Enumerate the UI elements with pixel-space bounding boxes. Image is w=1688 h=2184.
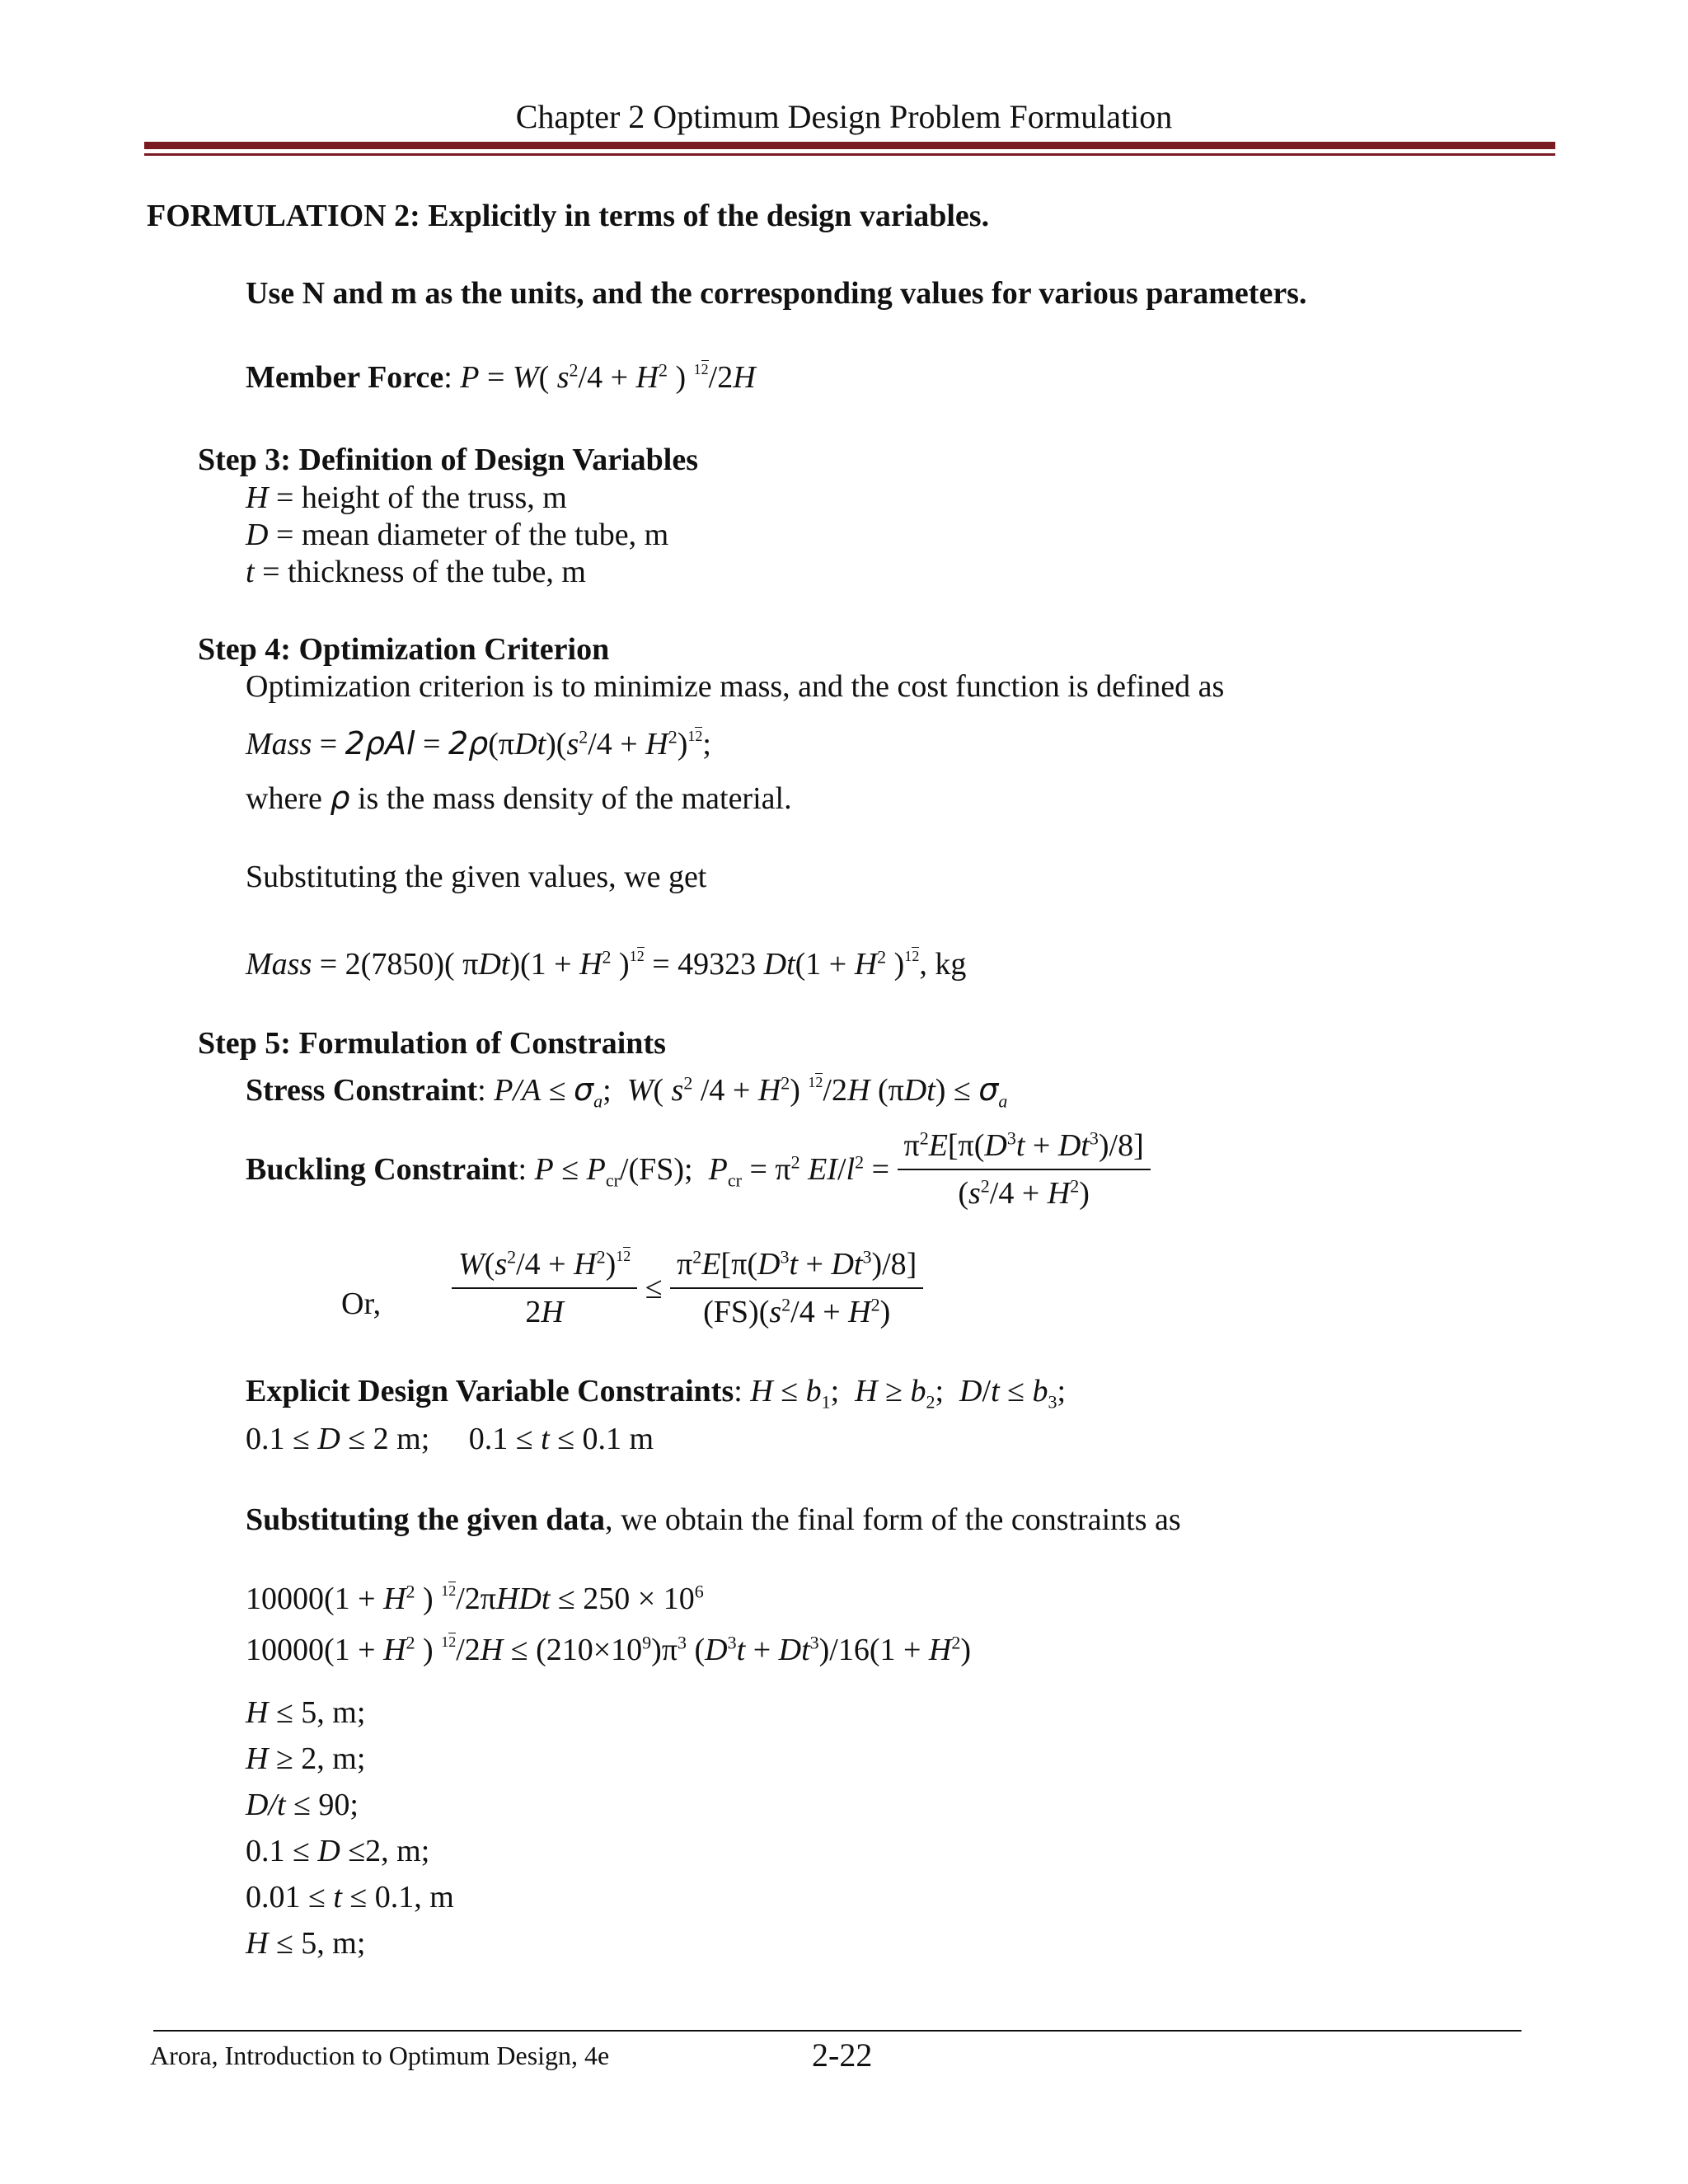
step3-heading: Step 3: Definition of Design Variables <box>198 443 698 477</box>
step5-heading: Step 5: Formulation of Constraints <box>198 1026 666 1061</box>
final-stress-constraint: $10000(1 + H^2$ ) $12/2\pi HDt \le 250 \times 10^6$ <box>246 1581 704 1616</box>
final-buckling-constraint: $10000(1 + H^2$ ) $12/2H \le (210\times 10^9)\pi^3$ $(D^3t + Dt^3)/16(1 + H^2)$ <box>246 1632 972 1667</box>
substituting-data: Substituting the given data, we obtain the final form of the constraints as <box>246 1502 1181 1537</box>
mass-numeric: Mass = 2(7850)( $\pi Dt)(1 + H^2$ )12 = 49323 $Dt(1 + H^2$ )12, kg <box>246 946 967 982</box>
design-var-h: H = height of the truss, m <box>246 480 567 515</box>
final-constraint-t-range: 0.01 ≤ t ≤ 0.1, m <box>246 1880 454 1915</box>
page-number: 2-22 <box>812 2036 873 2074</box>
chapter-header: Chapter 2 Optimum Design Problem Formulation <box>515 98 1173 135</box>
or-label: Or, <box>341 1286 382 1321</box>
final-constraint-h-max-repeat: H ≤ 5, m; <box>246 1926 366 1961</box>
final-constraint-d-range: 0.1 ≤ D ≤2, m; <box>246 1834 430 1868</box>
step4-heading: Step 4: Optimization Criterion <box>198 632 610 667</box>
header-rule-thick <box>144 142 1555 149</box>
footer-source: Arora, Introduction to Optimum Design, 4e <box>150 2041 610 2070</box>
final-constraint-h-min: H ≥ 2, m; <box>246 1741 366 1776</box>
or-right-fraction: $\frac{\pi^2E[\pi(D^3t + Dt^3)/8]}{(FS)(s^2/4 + H^2)}$ <box>670 1246 923 1330</box>
design-var-t: t = thickness of the tube, m <box>246 555 586 589</box>
rho-definition: where ρ is the mass density of the material. <box>246 780 792 816</box>
explicit-constraints: Explicit Design Variable Constraints: $H \le b_1$; $H \ge b_2$; $D/t \le b_3$; <box>246 1374 1067 1413</box>
footer-rule <box>153 2030 1522 2032</box>
formulation-heading: FORMULATION 2: Explicitly in terms of the design variables. <box>147 199 990 233</box>
substituting-values: Substituting the given values, we get <box>246 860 707 894</box>
step4-intro: Optimization criterion is to minimize mass, and the cost function is defined as <box>246 669 1225 704</box>
or-left-fraction: $\frac{W(s^2/4 + H^2)12}{2H}$ <box>452 1246 637 1330</box>
units-note: Use N and m as the units, and the corresponding values for various parameters. <box>246 276 1307 311</box>
mass-definition: Mass = $2\rho Al = 2\rho(\pi Dt)(s^2/4 + H^2)12$; <box>246 725 711 762</box>
explicit-bounds: 0.1 ≤ D ≤ 2 m; 0.1 ≤ t ≤ 0.1 m <box>246 1422 654 1456</box>
header-rule-thin <box>144 153 1555 156</box>
member-force-label: Member Force <box>246 360 444 395</box>
design-var-d: D = mean diameter of the tube, m <box>246 518 669 552</box>
or-inequality: $\frac{W(s^2/4 + H^2)12}{2H}$ ≤ $\frac{\pi^2E[\pi(D^3t + Dt^3)/8]}{(FS)(s^2/4 + H^2)}$ <box>452 1246 923 1330</box>
final-constraint-h-max: H ≤ 5, m; <box>246 1695 366 1730</box>
stress-constraint: Stress Constraint: $P/A \le \sigma_a$; W( $s^2$ $/4 + H^2$) 12/2H $(\pi Dt) \le \sigma_a$ <box>246 1071 1008 1112</box>
member-force-line: Member Force: P = W( $s^2/4 + H^2$ ) 12/2H <box>246 359 756 395</box>
buckling-constraint: Buckling Constraint: $P \le P_{cr}/(FS)$; $P_{cr} = \pi^2$ $EI/l^2$ = $\frac{\pi^2E[\pi(D^3t + Dt^3)/8]}{(s^2/4 + H^2)}$ <box>246 1127 1151 1212</box>
buckling-fraction: $\frac{\pi^2E[\pi(D^3t + Dt^3)/8]}{(s^2/4 + H^2)}$ <box>898 1127 1151 1212</box>
final-constraint-d-over-t: D/t ≤ 90; <box>246 1788 359 1822</box>
